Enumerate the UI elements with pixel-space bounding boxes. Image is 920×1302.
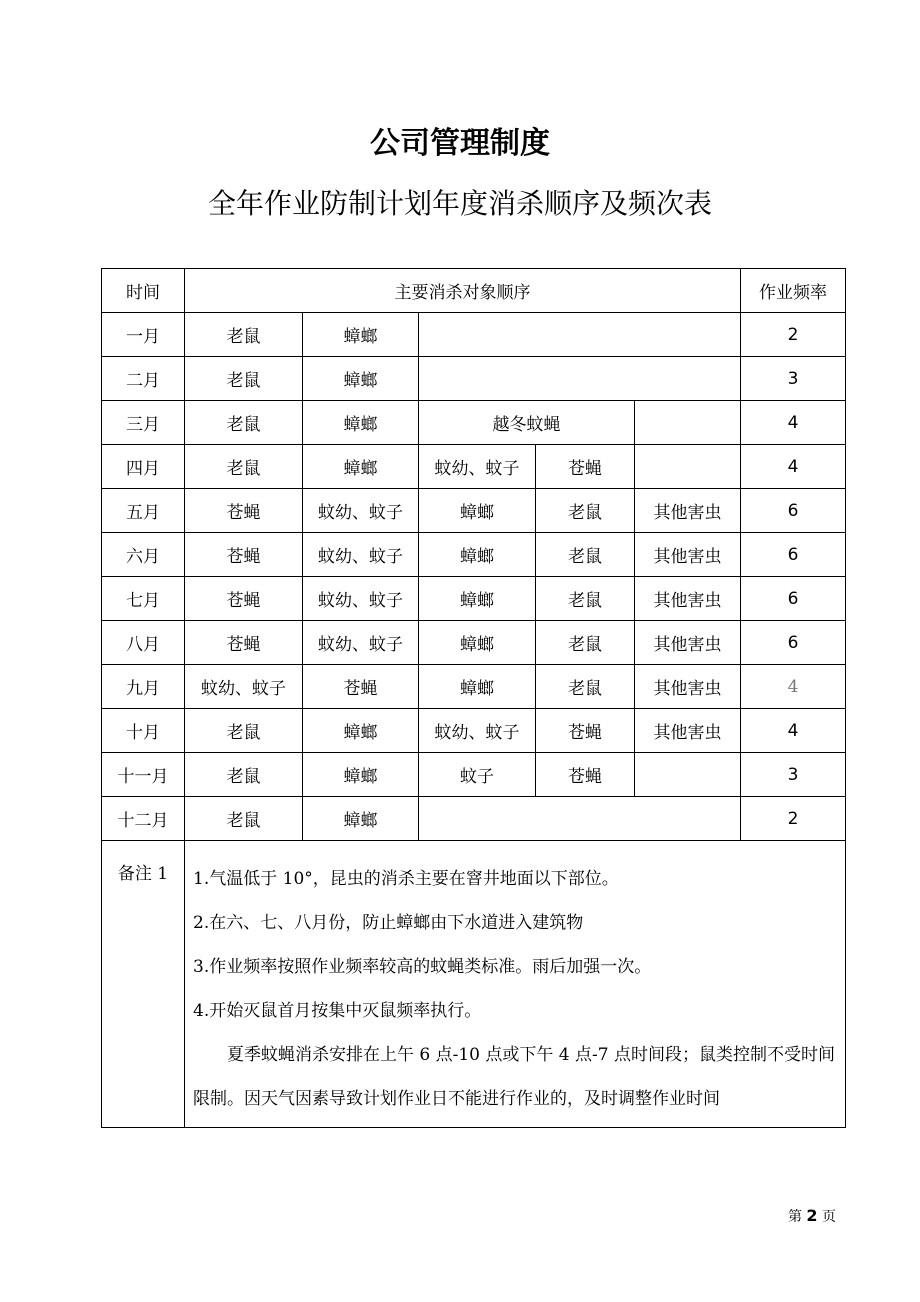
- target-cell: 蟑螂: [419, 533, 536, 577]
- target-cell: 蚊幼、蚊子: [303, 533, 419, 577]
- target-cell: 苍蝇: [536, 709, 635, 753]
- table-row: [102, 709, 846, 753]
- target-cell: 蟑螂: [419, 665, 536, 709]
- target-cell: 老鼠: [185, 401, 303, 445]
- header-row: [102, 269, 846, 313]
- target-cell: 其他害虫: [635, 665, 741, 709]
- target-cell: 老鼠: [536, 489, 635, 533]
- month-cell: 八月: [102, 621, 185, 665]
- page-number: [788, 1206, 836, 1226]
- note-item-2: 2.在六、七、八月份，防止蟑螂由下水道进入建筑物: [193, 913, 584, 933]
- target-cell: 老鼠: [536, 665, 635, 709]
- table-row: [102, 533, 846, 577]
- target-cell: 蟑螂: [303, 797, 419, 841]
- notes-cell: [185, 841, 846, 1128]
- frequency-cell: 6: [741, 577, 846, 621]
- target-cell: 老鼠: [536, 577, 635, 621]
- notes-label: 备注 1: [102, 841, 185, 1128]
- target-cell: 老鼠: [536, 621, 635, 665]
- target-merged-cell: 越冬蚊蝇: [419, 401, 635, 445]
- frequency-cell: 6: [741, 533, 846, 577]
- table-row: [102, 313, 846, 357]
- target-cell: 老鼠: [185, 445, 303, 489]
- month-cell: 六月: [102, 533, 185, 577]
- target-cell: 蚊幼、蚊子: [185, 665, 303, 709]
- frequency-cell: 2: [741, 313, 846, 357]
- target-cell: 老鼠: [185, 709, 303, 753]
- table-row: [102, 797, 846, 841]
- header-frequency: 作业频率: [741, 269, 846, 313]
- table-row: [102, 489, 846, 533]
- target-cell: 蟑螂: [419, 577, 536, 621]
- target-cell: [635, 401, 741, 445]
- empty-merged-cell: [419, 357, 741, 401]
- target-cell: 老鼠: [536, 533, 635, 577]
- table-row: [102, 577, 846, 621]
- target-cell: 老鼠: [185, 357, 303, 401]
- page-number-value: 2: [806, 1206, 818, 1225]
- note-paragraph: 夏季蚊蝇消杀安排在上午 6 点-10 点或下午 4 点-7 点时间段；鼠类控制不受时间限制。因天气因素导致计划作业日不能进行作业的，及时调整作业时间: [193, 1045, 835, 1109]
- frequency-cell: 3: [741, 357, 846, 401]
- frequency-cell: 6: [741, 621, 846, 665]
- target-cell: 老鼠: [185, 313, 303, 357]
- target-cell: 蟑螂: [303, 401, 419, 445]
- empty-merged-cell: [419, 797, 741, 841]
- frequency-cell: 4: [741, 665, 846, 709]
- target-cell: 其他害虫: [635, 577, 741, 621]
- schedule-table: [101, 268, 846, 1128]
- table-row: [102, 621, 846, 665]
- document-subtitle: 全年作业防制计划年度消杀顺序及频次表: [207, 187, 712, 220]
- header-time: 时间: [102, 269, 185, 313]
- frequency-cell: 6: [741, 489, 846, 533]
- frequency-cell: 4: [741, 445, 846, 489]
- month-cell: 二月: [102, 357, 185, 401]
- header-targets: 主要消杀对象顺序: [185, 269, 741, 313]
- target-cell: 苍蝇: [536, 445, 635, 489]
- month-cell: 九月: [102, 665, 185, 709]
- month-cell: 三月: [102, 401, 185, 445]
- target-cell: 蚊幼、蚊子: [303, 489, 419, 533]
- target-cell: 其他害虫: [635, 489, 741, 533]
- target-cell: 蟑螂: [303, 753, 419, 797]
- target-cell: 苍蝇: [303, 665, 419, 709]
- target-cell: 蚊幼、蚊子: [419, 709, 536, 753]
- target-cell: 蟑螂: [303, 357, 419, 401]
- target-cell: 其他害虫: [635, 621, 741, 665]
- frequency-cell: 4: [741, 401, 846, 445]
- target-cell: 其他害虫: [635, 709, 741, 753]
- empty-merged-cell: [419, 313, 741, 357]
- table-row: [102, 445, 846, 489]
- table-row: [102, 665, 846, 709]
- target-cell: 苍蝇: [185, 621, 303, 665]
- month-cell: 十月: [102, 709, 185, 753]
- target-cell: 老鼠: [185, 797, 303, 841]
- target-cell: 蟑螂: [303, 709, 419, 753]
- target-cell: 苍蝇: [185, 533, 303, 577]
- company-title: 公司管理制度: [370, 126, 550, 161]
- month-cell: 五月: [102, 489, 185, 533]
- month-cell: 四月: [102, 445, 185, 489]
- target-cell: 蟑螂: [419, 621, 536, 665]
- table-row: [102, 401, 846, 445]
- target-cell: 蟑螂: [303, 445, 419, 489]
- note-item-3: 3.作业频率按照作业频率较高的蚊蝇类标准。雨后加强一次。: [193, 957, 652, 977]
- target-cell: 苍蝇: [536, 753, 635, 797]
- note-item-1: 1.气温低于 10°，昆虫的消杀主要在窨井地面以下部位。: [193, 869, 619, 889]
- target-cell: 蚊子: [419, 753, 536, 797]
- table-row: [102, 357, 846, 401]
- note-item-4: 4.开始灭鼠首月按集中灭鼠频率执行。: [193, 1001, 482, 1021]
- target-cell: 蚊幼、蚊子: [303, 621, 419, 665]
- month-cell: 十一月: [102, 753, 185, 797]
- frequency-cell: 3: [741, 753, 846, 797]
- target-cell: 蟑螂: [419, 489, 536, 533]
- month-cell: 十二月: [102, 797, 185, 841]
- month-cell: 一月: [102, 313, 185, 357]
- target-cell: 苍蝇: [185, 577, 303, 621]
- page-suffix: 页: [822, 1209, 836, 1225]
- target-cell: 蚊幼、蚊子: [303, 577, 419, 621]
- month-cell: 七月: [102, 577, 185, 621]
- target-cell: 老鼠: [185, 753, 303, 797]
- target-cell: 蚊幼、蚊子: [419, 445, 536, 489]
- table-row: [102, 753, 846, 797]
- target-cell: [635, 753, 741, 797]
- target-cell: [635, 445, 741, 489]
- page-prefix: 第: [787, 1209, 802, 1225]
- notes-row: [102, 841, 846, 1128]
- frequency-cell: 2: [741, 797, 846, 841]
- target-cell: 蟑螂: [303, 313, 419, 357]
- frequency-cell: 4: [741, 709, 846, 753]
- target-cell: 其他害虫: [635, 533, 741, 577]
- target-cell: 苍蝇: [185, 489, 303, 533]
